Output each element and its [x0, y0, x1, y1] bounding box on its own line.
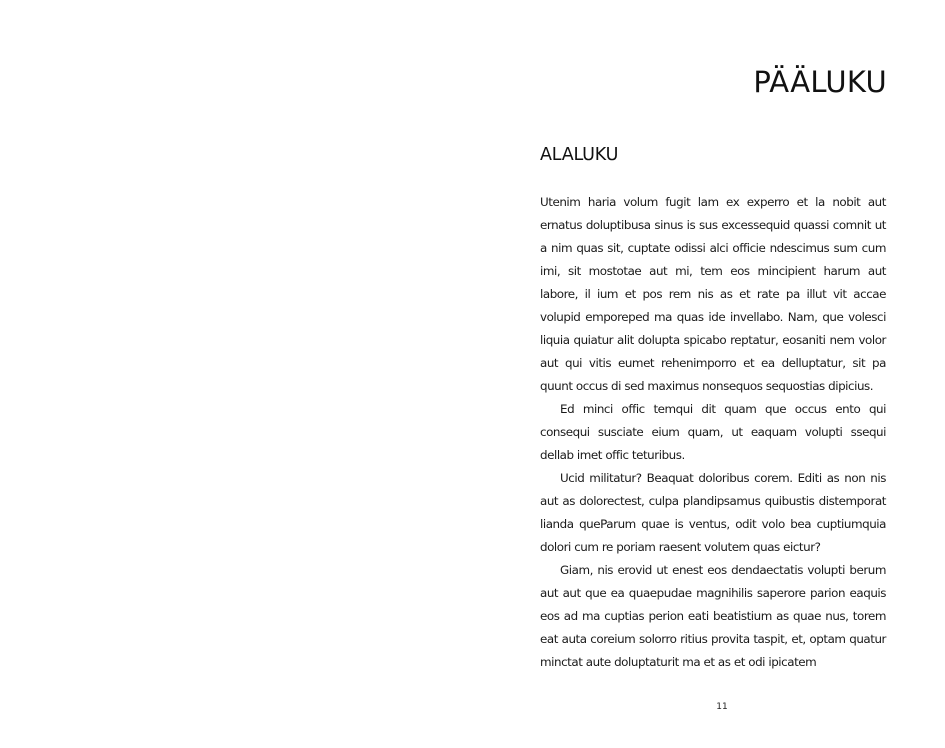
paragraph-2: Ed minci offic temqui dit quam que occus ento qui consequi susciate eium quam, ut eaquam volupti ssequi dellab imet offic teturibus. — [540, 402, 886, 462]
chapter-title: PÄÄLUKU — [753, 65, 887, 99]
left-page-blank — [0, 0, 472, 748]
page-number: 11 — [716, 702, 728, 712]
body-text — [540, 191, 886, 674]
paragraph-3: Ucid militatur? Beaquat doloribus corem. Editi as non nis aut as dolorectest, culpa plandipsamus quibustis distemporat lianda queParum quae is ventus, odit volo bea cuptiumquia dolori cum re poriam raesent volutem quas eictur? — [540, 471, 886, 554]
paragraph-4: Giam, nis erovid ut enest eos dendaectatis volupti berum aut aut que ea quaepudae magnihilis saperore parion eaquis eos ad ma cuptias perion eati beatistium as quae nus, torem eat auta coreium solorro ritius provita taspit, et, optam quatur minctat aute doluptaturit ma et as et odi ipicatem — [540, 563, 886, 669]
paragraph-1: Utenim haria volum fugit lam ex experro et la nobit aut ernatus doluptibusa sinus is sus excessequid quassi comnit ut a nim quas sit, cuptate odissi alci officie ndescimus sum cum imi, sit mostotae aut mi, tem eos mincipient harum aut labore, il ium et pos rem nis as et rate pa illut vit accae volupid emporeped ma quas ide invellabo. Nam, que volesci liquia quiatur alit dolupta spicabo reptatur, eosaniti nem volor aut qui vitis eumet rehenimporro et ea delluptatur, sit pa quunt occus di sed maximus nonsequos sequostias dipicius. — [540, 195, 886, 393]
right-page — [472, 0, 945, 748]
section-title: ALALUKU — [540, 145, 619, 165]
